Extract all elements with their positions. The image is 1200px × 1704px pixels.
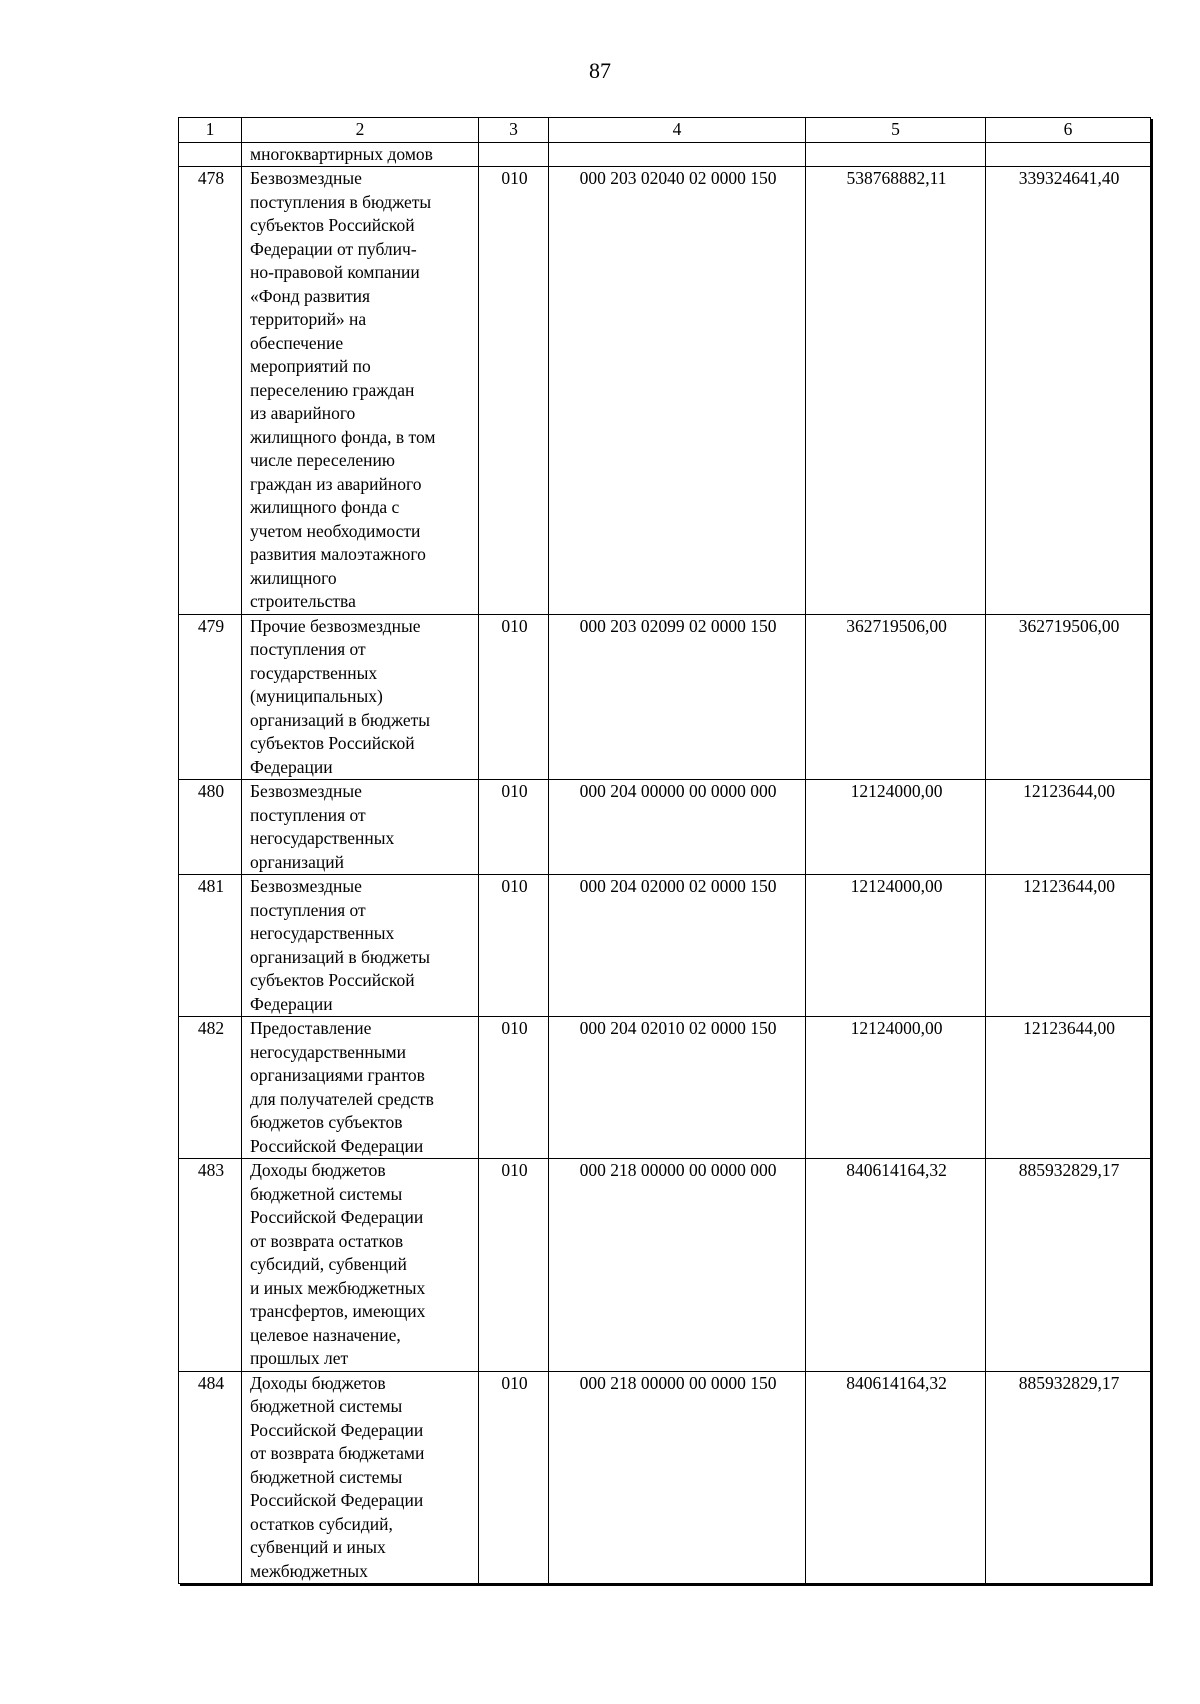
row-col3: 010: [479, 1371, 549, 1584]
row-name: Прочие безвозмездные поступления от государственных (муниципальных) организаций в бюджеты субъектов Российской Федерации: [242, 614, 479, 780]
row-code: 000 218 00000 00 0000 150: [549, 1371, 806, 1584]
row-amount-6: 12123644,00: [986, 780, 1151, 875]
row-amount-6: 885932829,17: [986, 1371, 1151, 1584]
column-header: 3: [479, 118, 549, 143]
row-amount-5: 12124000,00: [806, 875, 986, 1017]
continuation-row: [179, 143, 1151, 167]
row-number: 482: [179, 1017, 242, 1159]
row-name: Доходы бюджетов бюджетной системы Российской Федерации от возврата бюджетами бюджетной системы Российской Федерации остатков субсидий, субвенций и иных межбюджетных: [242, 1371, 479, 1584]
row-amount-5: 362719506,00: [806, 614, 986, 780]
table-row: [179, 875, 1151, 1017]
row-amount-5: 840614164,32: [806, 1159, 986, 1372]
column-header: 1: [179, 118, 242, 143]
table-row: [179, 780, 1151, 875]
row-col3: 010: [479, 1159, 549, 1372]
row-number-cell: [179, 143, 242, 167]
row-code: 000 204 02010 02 0000 150: [549, 1017, 806, 1159]
row-number: 480: [179, 780, 242, 875]
row-amount-6: 885932829,17: [986, 1159, 1151, 1372]
row-code: 000 203 02040 02 0000 150: [549, 167, 806, 615]
row-name: Предоставление негосударственными организациями грантов для получателей средств бюджетов субъектов Российской Федерации: [242, 1017, 479, 1159]
row-number: 478: [179, 167, 242, 615]
row-amount-6: 12123644,00: [986, 875, 1151, 1017]
row-code: 000 203 02099 02 0000 150: [549, 614, 806, 780]
row-code: 000 218 00000 00 0000 000: [549, 1159, 806, 1372]
row-number: 481: [179, 875, 242, 1017]
row-number: 484: [179, 1371, 242, 1584]
table-row: [179, 1371, 1151, 1584]
row-amount-5: 538768882,11: [806, 167, 986, 615]
column-header: 2: [242, 118, 479, 143]
empty-cell: [479, 143, 549, 167]
row-col3: 010: [479, 1017, 549, 1159]
empty-cell: [806, 143, 986, 167]
table-row: [179, 167, 1151, 615]
row-name: Безвозмездные поступления от негосударственных организаций: [242, 780, 479, 875]
table-row: [179, 1017, 1151, 1159]
column-header: 5: [806, 118, 986, 143]
row-col3: 010: [479, 167, 549, 615]
row-amount-5: 12124000,00: [806, 1017, 986, 1159]
row-col3: 010: [479, 614, 549, 780]
row-name: Безвозмездные поступления в бюджеты субъектов Российской Федерации от публич- но-правовой компании «Фонд развития территорий» на обеспечение мероприятий по переселению граждан из аварийного жилищного фонда, в том числе переселению граждан из аварийного жилищного фонда с учетом необходимости развития малоэтажного жилищного строительства: [242, 167, 479, 615]
table-row: [179, 614, 1151, 780]
budget-table: [178, 117, 1151, 1584]
row-amount-5: 840614164,32: [806, 1371, 986, 1584]
column-header: 4: [549, 118, 806, 143]
row-amount-6: 362719506,00: [986, 614, 1151, 780]
table-row: [179, 1159, 1151, 1372]
empty-cell: [986, 143, 1151, 167]
row-number: 483: [179, 1159, 242, 1372]
header-row: [179, 118, 1151, 143]
continuation-text: многоквартирных домов: [242, 143, 479, 167]
row-name: Безвозмездные поступления от негосударственных организаций в бюджеты субъектов Российской Федерации: [242, 875, 479, 1017]
page-number: 87: [589, 58, 611, 83]
empty-cell: [549, 143, 806, 167]
row-amount-5: 12124000,00: [806, 780, 986, 875]
row-amount-6: 12123644,00: [986, 1017, 1151, 1159]
row-code: 000 204 02000 02 0000 150: [549, 875, 806, 1017]
row-name: Доходы бюджетов бюджетной системы Российской Федерации от возврата остатков субсидий, субвенций и иных межбюджетных трансфертов, имеющих целевое назначение, прошлых лет: [242, 1159, 479, 1372]
row-amount-6: 339324641,40: [986, 167, 1151, 615]
row-col3: 010: [479, 780, 549, 875]
row-col3: 010: [479, 875, 549, 1017]
row-code: 000 204 00000 00 0000 000: [549, 780, 806, 875]
row-number: 479: [179, 614, 242, 780]
column-header: 6: [986, 118, 1151, 143]
